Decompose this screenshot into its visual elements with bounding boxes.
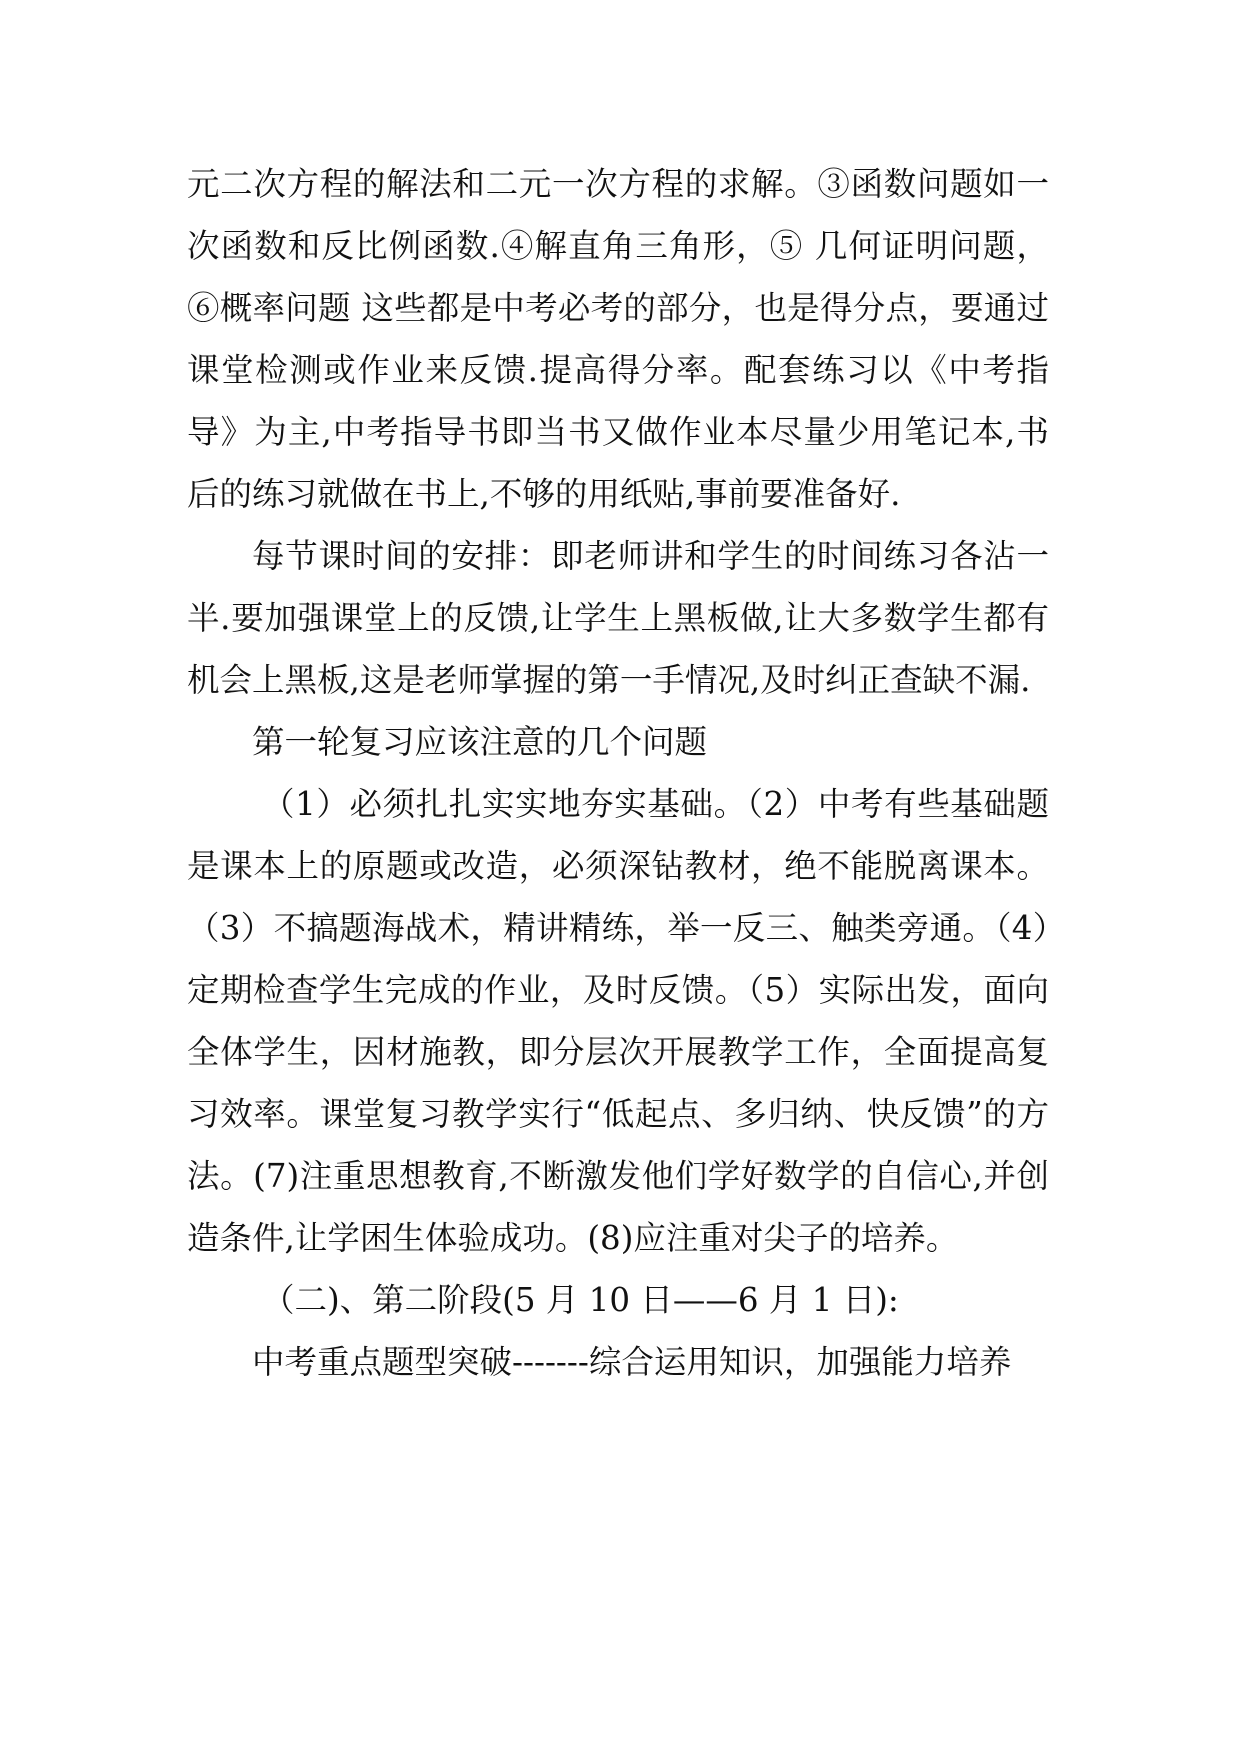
paragraph-equations-functions: 元二次方程的解法和二元一次方程的求解。③函数问题如一次函数和反比例函数.④解直角三角形，⑤ 几何证明问题，⑥概率问题 这些都是中考必考的部分，也是得分点，要通过课堂检测或作业来反馈.提高得分率。配套练习以《中考指导》为主,中考指导书即当书又做作业本尽量少用笔记本,书后的练习就做在书上,不够的用纸贴,事前要准备好. <box>187 165 1049 513</box>
paragraph-class-time: 每节课时间的安排：即老师讲和学生的时间练习各沾一半.要加强课堂上的反馈,让学生上黑板做,让大多数学生都有机会上黑板,这是老师掌握的第一手情况,及时纠正查缺不漏. <box>187 537 1049 699</box>
section-heading-second-stage: （二)、第二阶段(5 月 10 日——6 月 1 日): <box>262 1281 899 1319</box>
section-heading-first-round: 第一轮复习应该注意的几个问题 <box>252 723 708 761</box>
document-body <box>187 153 1049 1393</box>
paragraph-first-round-points: （1）必须扎扎实实地夯实基础。（2）中考有些基础题是课本上的原题或改造，必须深钻教材，绝不能脱离课本。（3）不搞题海战术，精讲精练，举一反三、触类旁通。（4）定期检查学生完成的作业，及时反馈。（5）实际出发，面向全体学生，因材施教，即分层次开展教学工作，全面提高复习效率。课堂复习教学实行“低起点、多归纳、快反馈”的方法。(7)注重思想教育,不断激发他们学好数学的自信心,并创造条件,让学困生体验成功。(8)应注重对尖子的培养。 <box>187 785 1049 1257</box>
paragraph-key-question-types: 中考重点题型突破-------综合运用知识，加强能力培养 <box>252 1343 1012 1381</box>
